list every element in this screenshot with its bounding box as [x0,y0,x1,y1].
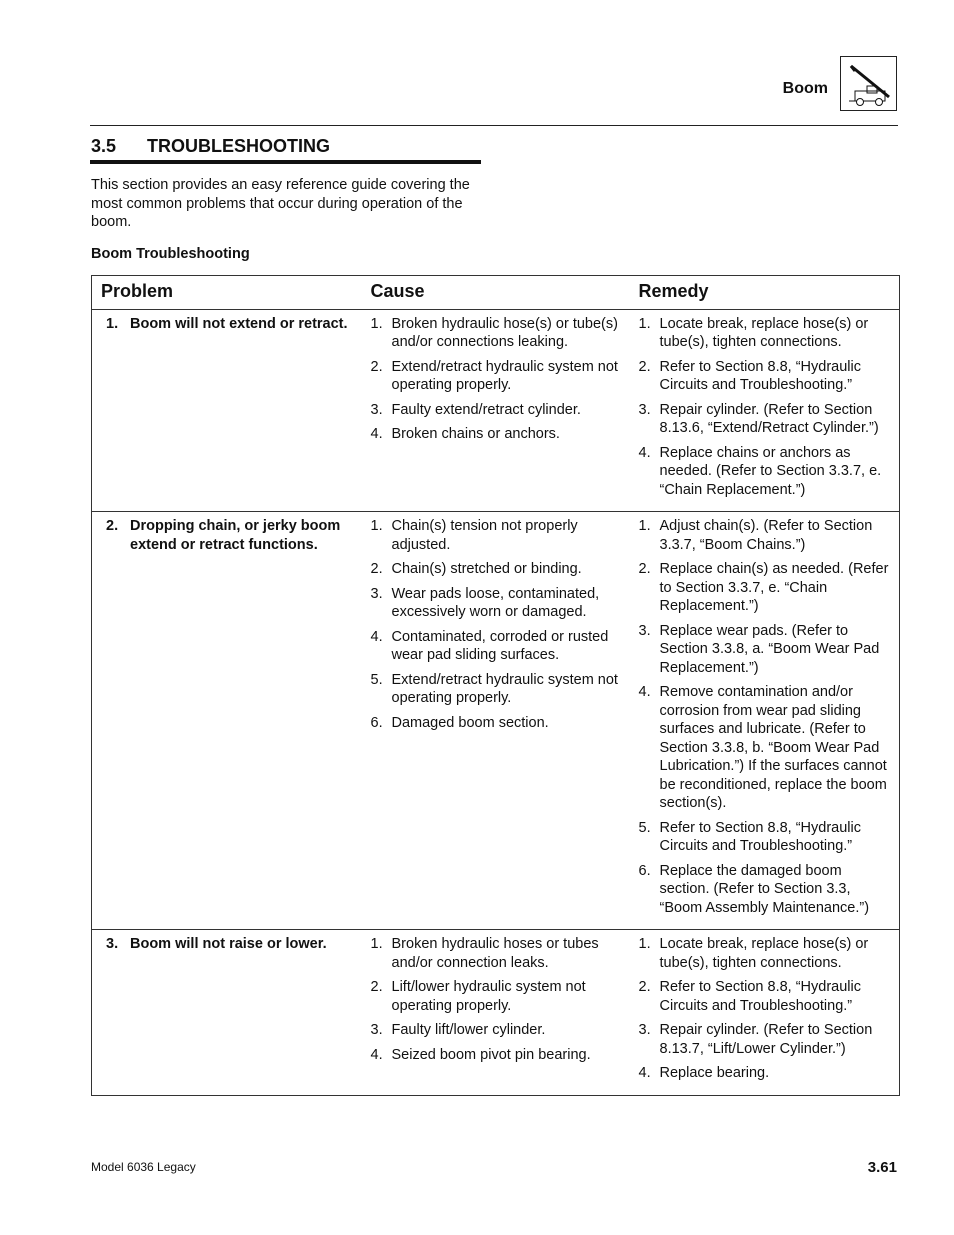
table-header-row [92,276,900,310]
cause-item-text: Chain(s) tension not properly adjusted. [391,518,578,553]
table-row [92,309,900,512]
remedy-item [634,622,896,678]
remedy-item-text: Remove contamination and/or corrosion from wear pad sliding surfaces and lubricate. (Refer to Section 3.3.8, b. “Boom Wear Pad Lubrication.”) If the surfaces cannot be reconditioned, replace the boom section(s). [659,684,887,811]
cause-item-number: 2. [370,979,383,995]
cause-item [366,628,626,665]
cause-item-text: Faulty lift/lower cylinder. [391,1022,546,1038]
remedy-item-number: 1. [638,518,651,534]
cause-item [366,1021,626,1040]
remedy-item-text: Locate break, replace hose(s) or tube(s), tighten connections. [659,936,869,971]
cause-item-text: Damaged boom section. [391,714,549,731]
cause-cell [362,512,630,930]
remedy-item [634,358,896,395]
cause-cell [362,930,630,1096]
cause-item [366,358,626,395]
remedy-item [634,1021,896,1058]
cause-item-text: Extend/retract hydraulic system not operating properly. [391,358,618,393]
cause-item-number: 3. [370,401,383,418]
remedy-item [634,978,896,1015]
problem-text [96,935,358,954]
remedy-item-text: Replace the damaged boom section. (Refer to Section 3.3, “Boom Assembly Maintenance.”) [659,862,870,916]
remedy-cell [630,930,900,1096]
cause-item-number: 5. [370,671,383,688]
table-row [92,930,900,1096]
remedy-cell [630,512,900,930]
problem-label: Boom will not extend or retract. [130,315,348,332]
remedy-item [634,862,896,918]
section-number: 3.5 [91,136,117,156]
remedy-item-number: 3. [638,401,651,418]
problem-text [96,517,358,554]
cause-item [366,315,626,352]
cause-item [366,517,626,554]
remedy-item-text: Replace chains or anchors as needed. (Refer to Section 3.3.7, e. “Chain Replacement.”) [659,444,882,498]
problem-label: Dropping chain, or jerky boom extend or retract functions. [130,518,341,553]
cause-item-text: Extend/retract hydraulic system not operating properly. [391,671,618,706]
cause-item-number: 2. [370,358,383,375]
footer-model: Model 6036 Legacy [91,1160,196,1174]
problem-number: 1. [106,315,119,332]
remedy-item-number: 2. [638,979,651,995]
problem-text [96,315,358,334]
problem-cell [92,930,362,1096]
cause-item [366,935,626,972]
remedy-item [634,401,896,438]
cause-item-text: Broken hydraulic hoses or tubes and/or connection leaks. [391,936,599,971]
cause-item-text: Contaminated, corroded or rusted wear pad sliding surfaces. [391,628,609,663]
problem-label: Boom will not raise or lower. [130,936,327,952]
remedy-item [634,1064,896,1083]
column-header-cause: Cause [370,281,425,301]
remedy-item-text: Replace chain(s) as needed. (Refer to Section 3.3.7, e. “Chain Replacement.”) [659,561,889,614]
troubleshooting-table [91,275,900,1096]
cause-item-text: Lift/lower hydraulic system not operating properly. [391,979,586,1014]
remedy-item-text: Repair cylinder. (Refer to Section 8.13.7, “Lift/Lower Cylinder.”) [659,1022,873,1057]
section-intro: This section provides an easy reference guide covering the most common problems that occur during operation of the boom. [91,177,470,230]
header-rule [90,125,898,126]
cause-item-text: Broken hydraulic hose(s) or tube(s) and/or connections leaking. [391,315,618,350]
section-title: TROUBLESHOOTING [147,136,330,156]
cause-item-number: 1. [370,518,383,534]
cause-item [366,1046,626,1065]
column-header-remedy: Remedy [630,276,900,310]
cause-item-number: 3. [370,585,383,602]
remedy-item-text: Replace wear pads. (Refer to Section 3.3.8, a. “Boom Wear Pad Replacement.”) [659,622,880,676]
remedy-item-number: 2. [638,561,651,577]
remedy-item-number: 4. [638,1065,651,1081]
cause-item-number: 4. [370,426,383,442]
remedy-item [634,819,896,856]
remedy-item-number: 3. [638,1022,651,1038]
cause-item-number: 2. [370,561,383,577]
column-header-problem: Problem [92,276,362,310]
remedy-item-number: 4. [638,684,651,700]
remedy-item-text: Repair cylinder. (Refer to Section 8.13.6, “Extend/Retract Cylinder.”) [659,401,879,436]
problem-cell [92,512,362,930]
cause-item [366,401,626,420]
cause-item-number: 4. [370,628,383,645]
problem-number: 3. [106,936,119,952]
cause-item-text: Faulty extend/retract cylinder. [391,401,581,418]
boom-lift-icon [840,56,897,111]
remedy-item-text: Refer to Section 8.8, “Hydraulic Circuits and Troubleshooting.” [659,819,861,854]
remedy-item-number: 5. [638,819,651,836]
cause-item [366,978,626,1015]
remedy-cell [630,309,900,512]
remedy-item-text: Replace bearing. [659,1065,770,1081]
problem-number: 2. [106,518,119,534]
cause-item-number: 6. [370,714,383,731]
remedy-item-number: 6. [638,862,651,879]
cause-item-text: Seized boom pivot pin bearing. [391,1046,591,1063]
remedy-item [634,560,896,616]
cause-item-number: 4. [370,1046,383,1063]
remedy-item-text: Refer to Section 8.8, “Hydraulic Circuits and Troubleshooting.” [659,979,861,1014]
remedy-item-number: 1. [638,315,651,332]
remedy-item-number: 2. [638,358,651,375]
remedy-item-number: 3. [638,622,651,639]
cause-item [366,671,626,708]
running-header-section: Boom [782,80,828,97]
remedy-item [634,444,896,500]
cause-item-number: 1. [370,315,383,332]
remedy-item-text: Refer to Section 8.8, “Hydraulic Circuits and Troubleshooting.” [659,358,861,393]
cause-item-number: 1. [370,936,383,952]
remedy-item-number: 4. [638,444,651,461]
remedy-item [634,517,896,554]
cause-item [366,425,626,444]
remedy-item-text: Adjust chain(s). (Refer to Section 3.3.7, “Boom Chains.”) [659,518,873,553]
problem-cell [92,309,362,512]
cause-item-text: Broken chains or anchors. [391,426,560,442]
remedy-item [634,683,896,813]
cause-item-text: Chain(s) stretched or binding. [391,561,582,577]
remedy-item [634,935,896,972]
remedy-item [634,315,896,352]
cause-item-text: Wear pads loose, contaminated, excessively worn or damaged. [391,585,600,620]
title-underline [90,160,481,164]
cause-item [366,560,626,579]
remedy-item-number: 1. [638,936,651,952]
table-row [92,512,900,930]
cause-cell [362,309,630,512]
remedy-item-text: Locate break, replace hose(s) or tube(s), tighten connections. [659,315,869,350]
table-subheading: Boom Troubleshooting [91,246,250,262]
cause-item [366,585,626,622]
page-number: 3.61 [867,1159,897,1176]
cause-item [366,714,626,733]
cause-item-number: 3. [370,1022,383,1038]
